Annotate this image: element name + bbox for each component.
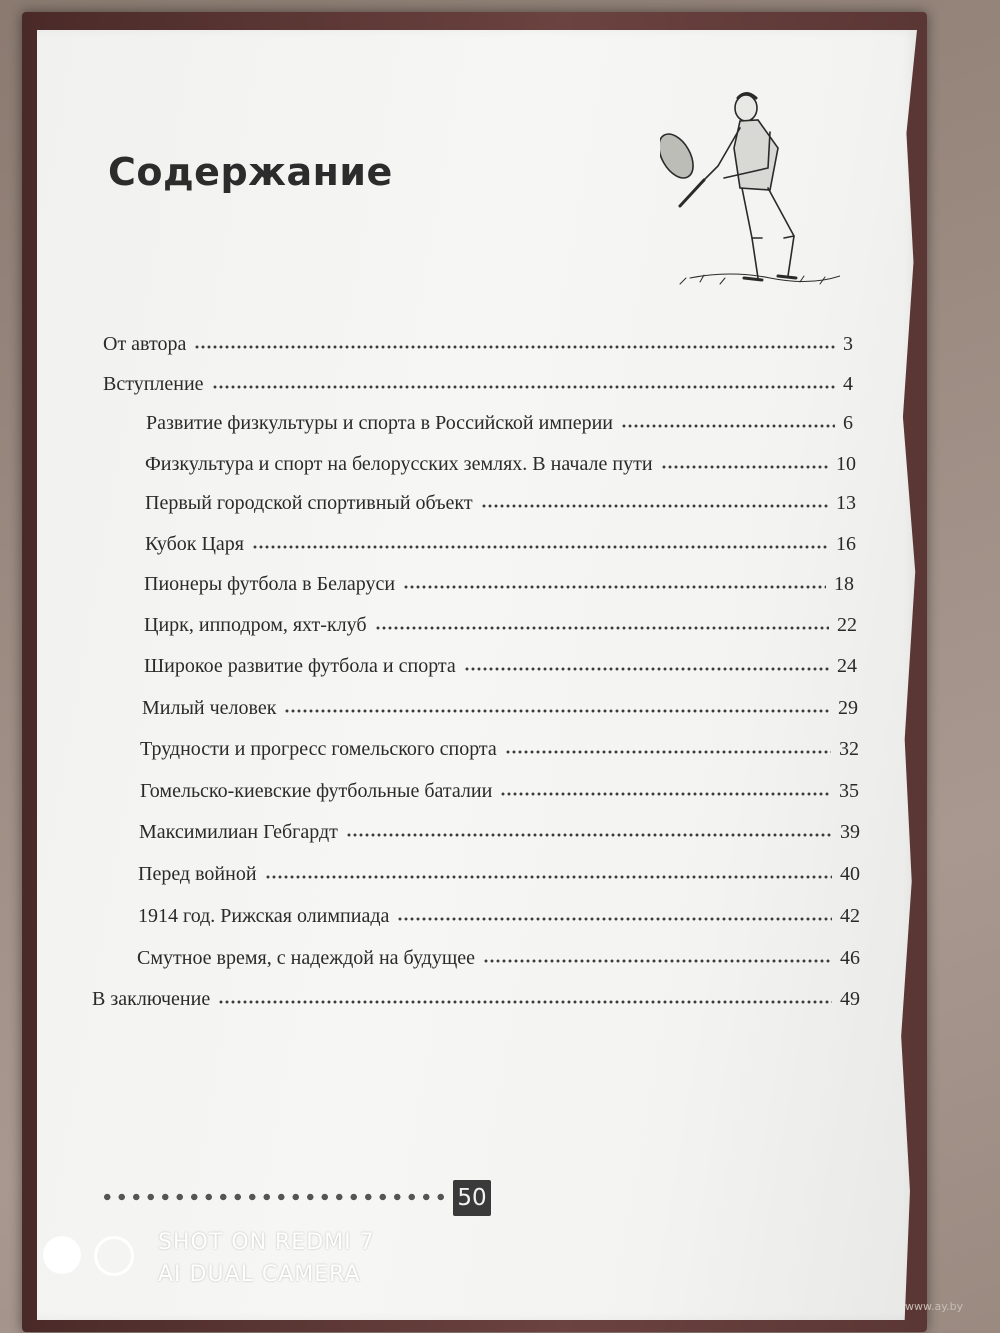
toc-entry xyxy=(145,492,856,518)
footer-dots xyxy=(100,1192,450,1202)
leader-dots xyxy=(252,545,828,549)
toc-entry-page: 29 xyxy=(838,697,858,719)
toc-entry-page: 10 xyxy=(836,453,856,475)
toc-entry-page: 39 xyxy=(840,821,860,843)
toc-entry xyxy=(144,573,854,599)
toc-entry-page: 18 xyxy=(834,573,854,595)
toc-entry-title: Широкое развитие футбола и спорта xyxy=(144,655,456,677)
watermark-line-2: AI DUAL CAMERA xyxy=(158,1262,361,1287)
toc-entry xyxy=(145,533,856,559)
toc-entry-page: 16 xyxy=(836,533,856,555)
leader-dots xyxy=(483,959,832,963)
leader-dots xyxy=(403,585,826,589)
toc-entry xyxy=(103,373,853,399)
toc-entry xyxy=(92,988,860,1014)
toc-entry-page: 46 xyxy=(840,947,860,969)
toc-entry-title: От автора xyxy=(103,333,187,355)
leader-dots xyxy=(212,385,835,389)
toc-entry-title: Смутное время, с надеждой на будущее xyxy=(137,947,476,969)
leader-dots xyxy=(284,709,830,713)
toc-entry-title: Физкультура и спорт на белорусских землях. В начале пути xyxy=(145,453,653,475)
toc-entry-page: 40 xyxy=(840,863,860,885)
toc-entry-title: Трудности и прогресс гомельского спорта xyxy=(140,738,497,760)
toc-entry-page: 32 xyxy=(839,738,859,760)
toc-entry-title: Вступление xyxy=(103,373,204,395)
toc-entry-page: 42 xyxy=(840,905,860,927)
toc-entry-page: 35 xyxy=(839,780,859,802)
leader-dots xyxy=(621,424,835,428)
toc-entry xyxy=(139,821,860,847)
toc-entry-title: Первый городской спортивный объект xyxy=(145,492,473,514)
toc-entry-title: Милый человек xyxy=(142,697,277,719)
toc-entry-page: 22 xyxy=(837,614,857,636)
toc-entry-page: 24 xyxy=(837,655,857,677)
leader-dots xyxy=(500,792,831,796)
leader-dots xyxy=(661,465,828,469)
toc-entry xyxy=(144,655,857,681)
toc-entry xyxy=(144,614,857,640)
toc-entry-title: Кубок Царя xyxy=(145,533,244,555)
toc-entry-title: Развитие физкультуры и спорта в Российской империи xyxy=(146,412,613,434)
toc-entry-page: 4 xyxy=(843,373,853,395)
watermark-line-1: SHOT ON REDMI 7 xyxy=(158,1230,375,1255)
toc-entry xyxy=(146,412,853,438)
toc-entry-page: 3 xyxy=(843,333,853,355)
toc-entry-page: 6 xyxy=(843,412,853,434)
leader-dots xyxy=(346,833,832,837)
toc-entry-page: 49 xyxy=(840,988,860,1010)
toc-entry xyxy=(140,780,859,806)
toc-entry xyxy=(138,863,860,889)
leader-dots xyxy=(265,875,832,879)
leader-dots xyxy=(375,626,829,630)
toc-entry-title: Максимилиан Гебгардт xyxy=(139,821,338,843)
toc-entry xyxy=(140,738,859,764)
toc-entry-title: В заключение xyxy=(92,988,211,1010)
toc-entry xyxy=(145,453,856,479)
leader-dots xyxy=(481,504,828,508)
toc-entry-title: Пионеры футбола в Беларуси xyxy=(144,573,396,595)
leader-dots xyxy=(218,1000,832,1004)
camera-logo-icon xyxy=(40,1236,140,1280)
toc-entry xyxy=(137,947,860,973)
toc-entry xyxy=(103,333,853,359)
leader-dots xyxy=(464,667,829,671)
toc-entry xyxy=(142,697,858,723)
leader-dots xyxy=(194,345,835,349)
leader-dots xyxy=(505,750,831,754)
toc-entry-title: Цирк, ипподром, яхт-клуб xyxy=(144,614,367,636)
toc-entry-page: 13 xyxy=(836,492,856,514)
toc-entry-title: Гомельско-киевские футбольные баталии xyxy=(140,780,493,802)
toc-entry xyxy=(138,905,860,931)
page-number: 50 xyxy=(453,1180,491,1216)
toc-entry-title: Перед войной xyxy=(138,863,257,885)
page-title: Содержание xyxy=(108,150,393,194)
site-watermark: www.ay.by xyxy=(905,1300,964,1313)
leader-dots xyxy=(397,917,832,921)
toc-entry-title: 1914 год. Рижская олимпиада xyxy=(138,905,390,927)
